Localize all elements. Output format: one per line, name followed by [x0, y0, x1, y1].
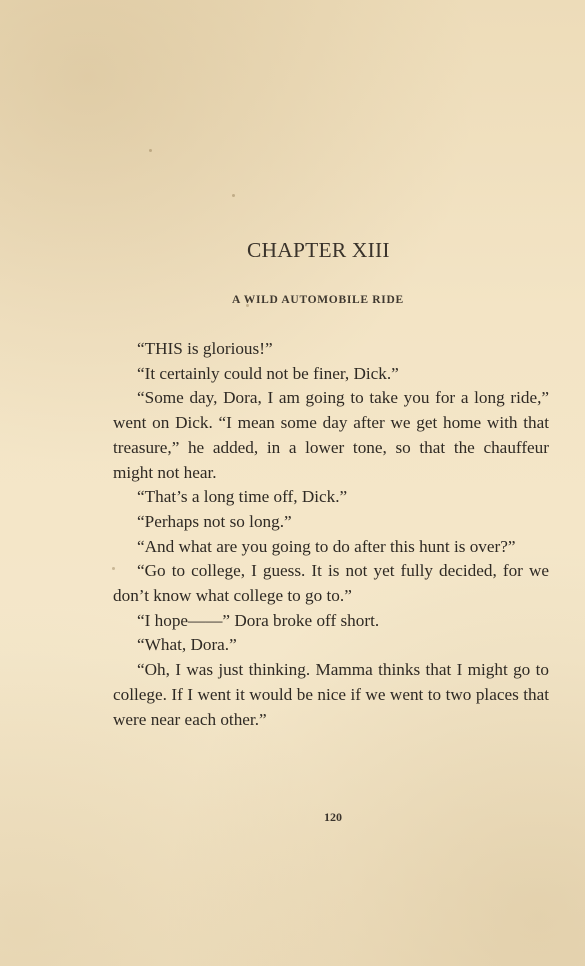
paragraph: “Perhaps not so long.” [137, 511, 292, 531]
paragraph: “THIS is glorious!” [137, 339, 273, 358]
paragraph: “Some day, Dora, I am going to take you for a long ride,” went on Dick. “I mean some day after we get home with that treasure,” he added, in a lower tone, so that the chauffeur might not hear. [113, 388, 549, 482]
paragraph: “And what are you going to do after this hunt is over?” [137, 536, 516, 556]
chapter-body [113, 337, 549, 732]
paragraph: “That’s a long time off, Dick.” [137, 487, 348, 507]
chapter-title: CHAPTER XIII [247, 238, 390, 262]
paper-speckle [232, 194, 235, 197]
page-number: 120 [324, 810, 342, 824]
chapter-subtitle: A WILD AUTOMOBILE RIDE [232, 294, 404, 306]
paragraph: “It certainly could not be finer, Dick.” [137, 363, 399, 383]
paragraph: “Oh, I was just thinking. Mamma thinks that I might go to college. If I went it would be nice if we went to two places that were near each other.” [113, 660, 549, 729]
paragraph: “Go to college, I guess. It is not yet fully decided, for we don’t know what college to go to.” [113, 561, 549, 606]
paper-speckle [149, 149, 152, 152]
paragraph: “What, Dora.” [137, 635, 237, 655]
paragraph: “I hope——” Dora broke off short. [137, 610, 380, 630]
